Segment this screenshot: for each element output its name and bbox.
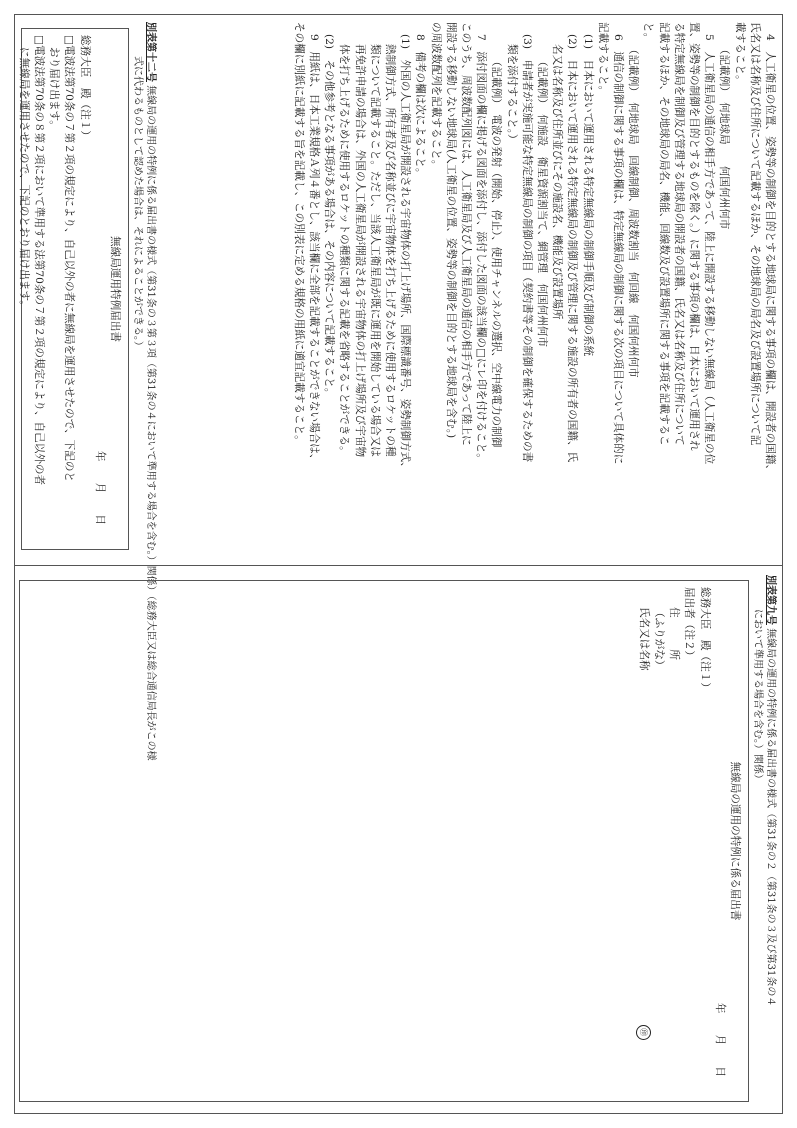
form-9-title: 無線局の運用の特例に係る届出書の様式（第31条の２（第31条の３及び第31条の４ (765, 628, 776, 1007)
form-9-furigana: （ふりがな） (652, 607, 665, 671)
column-divider (14, 565, 783, 566)
form-12-checkbox-2[interactable]: □電波法第70条の８第２項において準用する法第70条の７第２項の規定により、自己以外の者 (32, 35, 45, 486)
form-12-header (131, 22, 157, 761)
note-5-line: る特定無線局を制御及び管理する地球局の開設者の国籍、氏名又は名称及び住所について (672, 22, 685, 446)
note-5-line: 記載するほか、その地球局の局名、機能、回線数及び設置場所に関する事項を記載するこ (657, 22, 670, 446)
note-6-example: （記載例） 何施設 衛星資源割当て、網管理 何国何州何市 (535, 56, 548, 348)
form-9-title-cont: において準用する場合を含む。）関係） (752, 609, 763, 784)
form-12-box (17, 28, 129, 550)
form-12-checkbox-1[interactable]: □電波法第70条の７第２項の規定により、自己以外の者に無線局を運用させたので、下記のと (63, 35, 76, 483)
form-12-doc-title: 無線局運用特例届出書 (109, 236, 121, 342)
form-9-addressee: 総務大臣 殿（注１） (698, 587, 711, 693)
note-5-example: （記載例） 何地球局 回線制御、周波数割当 何回線 何国何州何市 (627, 44, 640, 378)
note-8-line: 8 備考の欄は次によること。 (414, 34, 427, 179)
note-6-example: （記載例） 電波の発射（開始、停止）、使用チャンネルの選択、空中線電力の制御 (490, 56, 503, 448)
note-7-line: 開設する移動しない地球局(人工衛星の位置、姿勢等の制御を目的とする地球局を含む。) (444, 22, 457, 439)
note-6-line: 6 通信の制御に関する事項の欄は、特定無線局の制御に関する次の項目について具体的に (611, 34, 624, 465)
note-4-line: 4 人工衛星の位置、姿勢等の制御を目的とする地球局に関する事項の欄は、開設者の国籍、 (764, 34, 776, 476)
note-7-line: の周波数配列を記載すること。 (429, 22, 442, 171)
note-6-item: 名又は名称及び住所並びにその施設名、機能及び設置場所 (551, 44, 564, 320)
form-12-title: 無線局の運用の特例に係る届出書の様式（第31条の３第３項（第31条の４において準用する場合を含む。）関係）（総務大臣又は総合通信局長がこの様 (145, 85, 156, 761)
note-7-line: 7 添付図面の欄に掲げる図面を添付し、添付した図面の該当欄の□にレ印を付けること。 (475, 34, 488, 464)
note-4-line: 載すること。 (733, 22, 746, 86)
note-8-item: 熱制御方式、所有者及び名称並びに宇宙物体を打ち上げるために使用するロケットの種 (383, 44, 396, 457)
form-9-name-label: 氏名又は名称 (637, 607, 650, 671)
note-5-line: 置、姿勢等の制御を目的とするものを除く。）に関する事項の欄は、日本において運用され (687, 22, 700, 451)
form-9-box (19, 580, 749, 1102)
form-12-code: 別表第十二号 (145, 22, 156, 82)
form-9-code: 別表第九号 (765, 575, 776, 625)
note-5-line: 5 人工衛星局の通信の相手方であって、陸上に開設する移動しない無線局（人工衛星の位 (703, 34, 716, 465)
form-12-addressee: 総務大臣 殿（注１） (78, 35, 91, 141)
note-8-item: (2) その他参考となる事項がある場合は、その内容について記載すること。 (323, 34, 336, 399)
note-6-item: 類を添付すること。） (505, 44, 518, 145)
note-6-item: (1) 日本において運用される特定無線局の制御手順及び制御の系統 (581, 34, 594, 357)
note-9-line: その欄に別紙に記載する旨を記載し、この別表に定める規格の用紙に適宜記載すること。 (292, 22, 305, 446)
note-6-line: 記載すること。 (596, 22, 609, 97)
form-12-checkbox-2-cont: に無線局を運用させたので、下記のとおり届け出ます。 (17, 47, 30, 311)
note-4-example: （記載例） 何地球局 何国何州何市 (718, 44, 731, 230)
note-8-item: 類について記載すること。ただし、当該人工衛星局が既に運用を開始している場合又は (368, 44, 381, 457)
form-9-header (751, 575, 777, 1105)
form-9-doc-title: 無線局の運用の特例に係る届出書 (729, 761, 741, 921)
note-5-line: と。 (642, 22, 655, 44)
note-6-item: (2) 日本において運用される特定無線局の制御及び管理に関する施設の所有者の国籍、氏 (566, 34, 579, 463)
note-6-item: (3) 申請者が実施可能な特定無線局の制御の項目（契約書等その制御を確保するための書 (520, 34, 533, 463)
note-8-item: 体を打ち上げるために使用するロケットの種類に関する記載を省略することができる。 (338, 44, 351, 457)
note-9-line: 9 用紙は、日本工業規格Ａ列４番とし、該当欄に全部を記載することができない場合は、 (307, 34, 320, 465)
form-12-date: 年 月 日 (93, 450, 106, 525)
note-8-item: 再免許申請の場合は、外国の人工衛星局が開設される宇宙物体の打上げ場所及び宇宙物 (353, 44, 366, 458)
notes-column (291, 22, 778, 557)
note-8-item: (1) 外国の人工衛星局が開設される宇宙物体の打上げ場所、国際標識番号、姿勢制御方式、 (399, 34, 412, 473)
form-9-date: 年 月 日 (713, 1002, 726, 1077)
seal-mark: ㊞ (636, 1025, 651, 1040)
form-9-address-label: 住 所 (668, 607, 681, 660)
note-7-line: このうち、周波数配列図には、人工衛星局及び人工衛星局の通信の相手方であって陸上に (459, 22, 472, 446)
form-9-applicant: 届出者（注２） (683, 587, 696, 662)
form-12-checkbox-1-cont: おり届け出ます。 (48, 47, 61, 131)
form-12-title-cont: 式に代わるものとして認めた場合は、それによることができる。） (132, 56, 143, 351)
note-4-line: 氏名又は名称及び住所について記載するほか、その地球局の局名及び設置場所について記 (748, 22, 761, 446)
